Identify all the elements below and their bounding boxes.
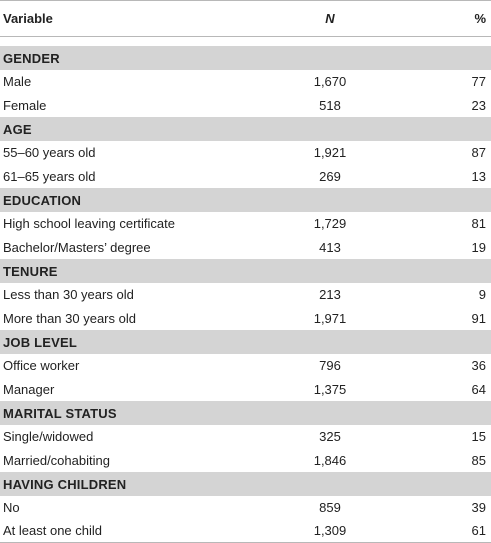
n-cell: 1,971 [280, 311, 380, 326]
percent-cell: 9 [479, 287, 486, 302]
table-row [0, 307, 491, 331]
variable-cell: 55–60 years old [3, 145, 96, 160]
variable-cell: Female [3, 98, 46, 113]
section-title: AGE [3, 122, 32, 137]
table-row [0, 354, 491, 378]
table-row [0, 212, 491, 236]
table-row [0, 520, 491, 543]
section-header-tenure [0, 259, 491, 283]
table-row [0, 449, 491, 473]
variable-cell: Office worker [3, 358, 79, 373]
variable-cell: Single/widowed [3, 429, 93, 444]
table-row [0, 496, 491, 520]
n-cell: 213 [280, 287, 380, 302]
section-title: HAVING CHILDREN [3, 477, 126, 492]
percent-cell: 91 [472, 311, 486, 326]
section-title: JOB LEVEL [3, 335, 77, 350]
section-header-job-level [0, 330, 491, 354]
table-row [0, 283, 491, 307]
n-cell: 1,729 [280, 216, 380, 231]
n-cell: 1,921 [280, 145, 380, 160]
table-header-row [0, 0, 491, 37]
section-title: EDUCATION [3, 193, 81, 208]
variable-cell: No [3, 500, 20, 515]
percent-cell: 61 [472, 523, 486, 538]
n-cell: 1,670 [280, 74, 380, 89]
variable-cell: Married/cohabiting [3, 453, 110, 468]
table-row [0, 165, 491, 189]
variable-cell: Male [3, 74, 31, 89]
section-title: MARITAL STATUS [3, 406, 117, 421]
percent-cell: 13 [472, 169, 486, 184]
percent-cell: 81 [472, 216, 486, 231]
table-row [0, 141, 491, 165]
percent-cell: 85 [472, 453, 486, 468]
n-cell: 325 [280, 429, 380, 444]
percent-cell: 77 [472, 74, 486, 89]
percent-cell: 19 [472, 240, 486, 255]
percent-cell: 64 [472, 382, 486, 397]
table-row [0, 70, 491, 94]
section-title: GENDER [3, 51, 60, 66]
percent-cell: 15 [472, 429, 486, 444]
n-cell: 518 [280, 98, 380, 113]
n-cell: 859 [280, 500, 380, 515]
header-n: N [280, 11, 380, 26]
n-cell: 269 [280, 169, 380, 184]
variable-cell: High school leaving certificate [3, 216, 175, 231]
table-row [0, 94, 491, 118]
n-cell: 796 [280, 358, 380, 373]
variable-cell: Manager [3, 382, 54, 397]
variable-cell: More than 30 years old [3, 311, 136, 326]
section-header-marital-status [0, 401, 491, 425]
percent-cell: 39 [472, 500, 486, 515]
table-row [0, 378, 491, 402]
section-header-education [0, 188, 491, 212]
variable-cell: Bachelor/Masters’ degree [3, 240, 151, 255]
header-percent: % [474, 11, 486, 26]
variable-cell: At least one child [3, 523, 102, 538]
table-row [0, 236, 491, 260]
header-variable: Variable [3, 11, 53, 26]
section-header-gender [0, 46, 491, 70]
percent-cell: 87 [472, 145, 486, 160]
n-cell: 1,309 [280, 523, 380, 538]
section-header-having-children [0, 472, 491, 496]
variable-cell: Less than 30 years old [3, 287, 134, 302]
n-cell: 413 [280, 240, 380, 255]
section-header-age [0, 117, 491, 141]
n-cell: 1,846 [280, 453, 380, 468]
table-row [0, 425, 491, 449]
header-spacer [0, 37, 491, 46]
section-title: TENURE [3, 264, 58, 279]
variable-cell: 61–65 years old [3, 169, 96, 184]
percent-cell: 23 [472, 98, 486, 113]
percent-cell: 36 [472, 358, 486, 373]
n-cell: 1,375 [280, 382, 380, 397]
